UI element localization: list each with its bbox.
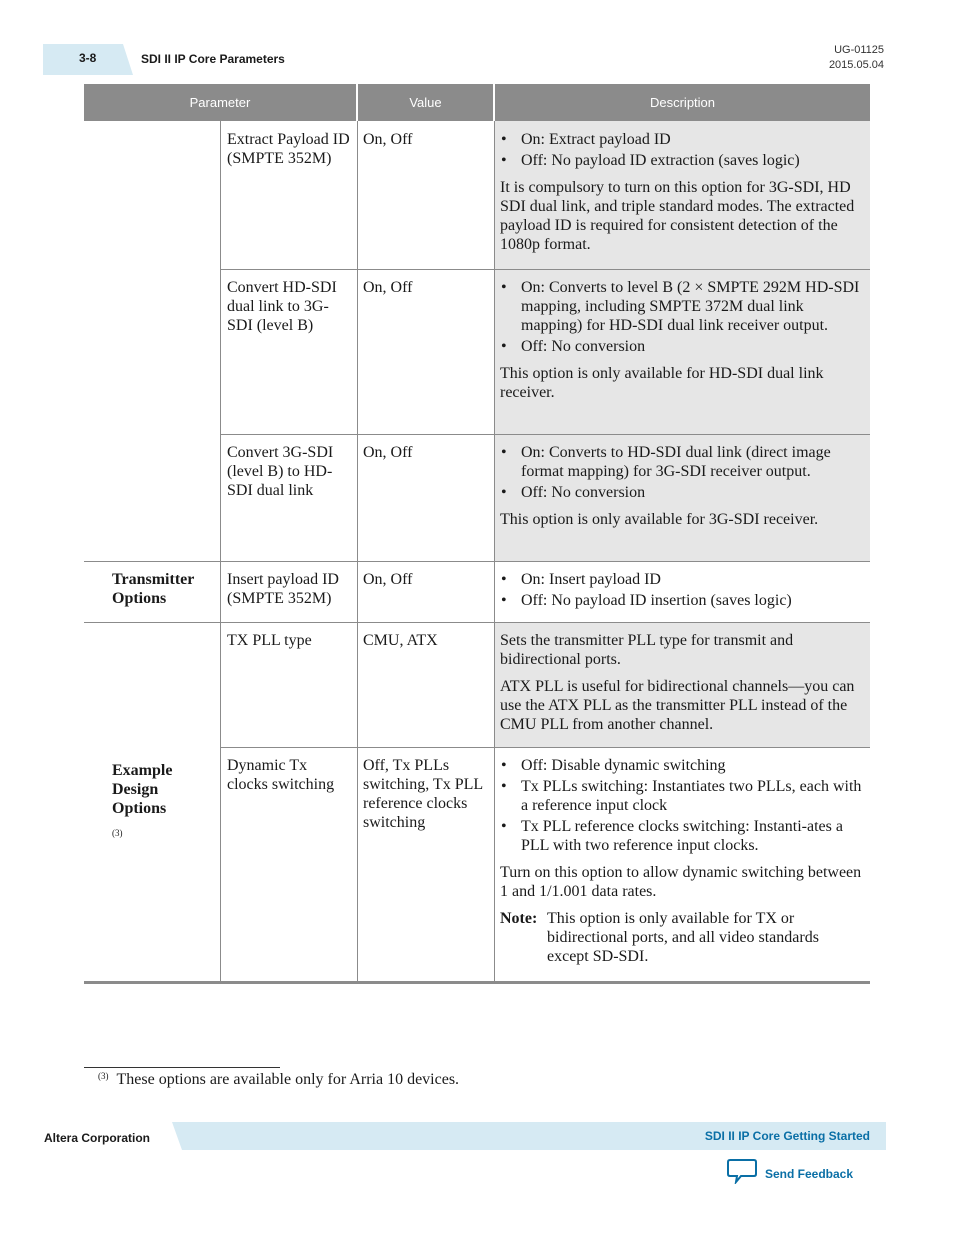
page-number: 3-8	[79, 51, 97, 65]
value-cell: Off, Tx PLLs switching, Tx PLL reference clocks switching	[363, 757, 483, 831]
param-cell: Extract Payload ID (SMPTE 352M)	[227, 131, 350, 167]
value-cell: CMU, ATX	[363, 632, 438, 649]
list-item: • Off: No payload ID insertion (saves logic)	[521, 591, 864, 610]
description-paragraph: This option is only available for HD-SDI dual link receiver.	[500, 365, 824, 401]
description-cell	[494, 622, 870, 747]
column-divider	[494, 121, 495, 982]
doc-id: UG-01125	[834, 44, 884, 56]
description-cell	[494, 434, 870, 561]
bullet-list	[500, 443, 864, 502]
group-label-transmitter: Transmitter Options	[112, 571, 195, 607]
value-cell: On, Off	[363, 444, 413, 461]
footer-guide-link[interactable]: SDI II IP Core Getting Started	[704, 1129, 870, 1143]
speech-bubble-icon	[727, 1158, 757, 1189]
row-divider	[221, 434, 870, 435]
description-cell	[494, 561, 870, 622]
list-item: • On: Extract payload ID	[521, 130, 864, 149]
send-feedback-link[interactable]	[727, 1158, 853, 1189]
section-title: SDI II IP Core Parameters	[141, 52, 285, 66]
row-divider	[84, 622, 870, 623]
send-feedback-label: Send Feedback	[765, 1166, 854, 1181]
list-item: • Off: No conversion	[521, 483, 864, 502]
param-cell: Convert HD-SDI dual link to 3G-SDI (level B)	[227, 279, 337, 334]
param-cell: Insert payload ID (SMPTE 352M)	[227, 571, 339, 607]
group-label-text: Example Design Options	[112, 762, 173, 817]
footnote-text: These options are available only for Arria 10 devices.	[116, 1071, 460, 1088]
description-paragraph: ATX PLL is useful for bidirectional channels—you can use the ATX PLL as the transmitter PLL instead of the CMU PLL from another channel.	[500, 678, 855, 733]
description-paragraph: Sets the transmitter PLL type for transmit and bidirectional ports.	[500, 632, 794, 668]
row-divider	[221, 747, 870, 748]
list-item: • Off: No payload ID extraction (saves logic)	[521, 151, 864, 170]
column-header-parameter: Parameter	[84, 84, 356, 121]
value-cell: On, Off	[363, 571, 413, 588]
column-divider	[357, 121, 358, 982]
doc-date: 2015.05.04	[828, 59, 884, 71]
list-item: • Tx PLLs switching: Instantiates two PLLs, each with a reference input clock	[521, 777, 864, 815]
param-cell: TX PLL type	[227, 632, 312, 649]
value-cell: On, Off	[363, 131, 413, 148]
description-paragraph: Turn on this option to allow dynamic switching between 1 and 1/1.001 data rates.	[500, 864, 862, 900]
footnote-mark: (3)	[98, 1071, 109, 1081]
bullet-list	[500, 570, 864, 610]
bullet-list	[500, 756, 864, 855]
column-divider	[220, 121, 221, 982]
description-cell	[494, 747, 870, 982]
list-item: • On: Converts to level B (2 × SMPTE 292M HD-SDI mapping, including SMPTE 372M dual link mapping) for HD-SDI dual link receiver output.	[521, 278, 864, 335]
description-cell	[494, 121, 870, 269]
table-header	[84, 84, 870, 121]
description-paragraph: This option is only available for 3G-SDI receiver.	[500, 511, 819, 528]
list-item: • On: Insert payload ID	[521, 570, 864, 589]
table-bottom-rule	[84, 981, 870, 984]
list-item: • Off: No conversion	[521, 337, 864, 356]
list-item: • Off: Disable dynamic switching	[521, 756, 864, 775]
group-label-example-design	[112, 761, 216, 843]
footnote-reference: (3)	[112, 828, 123, 838]
description-cell	[494, 269, 870, 434]
row-divider	[84, 561, 870, 562]
value-cell: On, Off	[363, 279, 413, 296]
footnote-rule	[84, 1067, 280, 1068]
row-divider	[221, 269, 870, 270]
bullet-list	[500, 130, 864, 170]
description-paragraph: It is compulsory to turn on this option for 3G-SDI, HD SDI dual link, and triple standard modes. The extracted payload ID is required for consistent detection of the 1080p format.	[500, 179, 855, 253]
bullet-list	[500, 278, 864, 356]
list-item: • On: Converts to HD-SDI dual link (direct image format mapping) for 3G-SDI receiver output.	[521, 443, 864, 481]
note-text: This option is only available for TX or bidirectional ports, and all video standards except SD-SDI.	[547, 910, 819, 965]
param-cell: Dynamic Tx clocks switching	[227, 757, 335, 793]
footnote	[98, 1071, 459, 1089]
footer-company: Altera Corporation	[44, 1131, 151, 1145]
column-header-value: Value	[358, 84, 493, 121]
param-cell: Convert 3G-SDI (level B) to HD-SDI dual link	[227, 444, 334, 499]
column-header-description: Description	[495, 84, 870, 121]
note	[500, 909, 864, 966]
note-label: Note:	[500, 910, 538, 927]
list-item: • Tx PLL reference clocks switching: Instanti-ates a PLL with two reference input clocks.	[521, 817, 864, 855]
doc-info	[829, 43, 884, 73]
